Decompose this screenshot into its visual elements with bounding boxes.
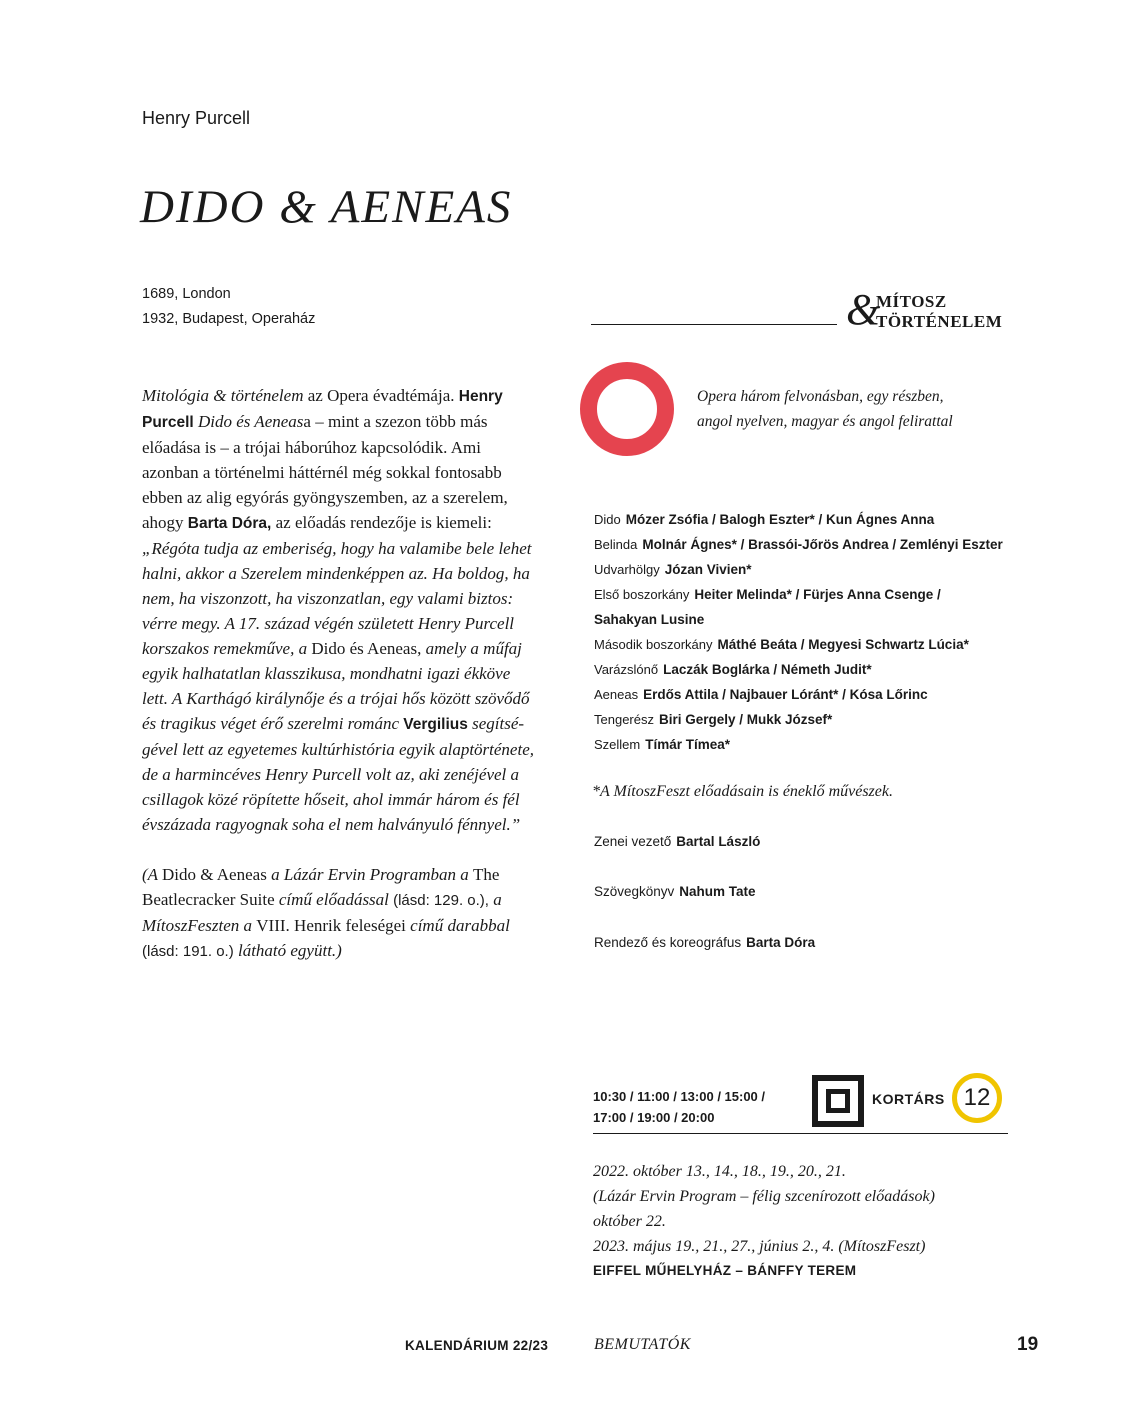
mitoszfeszt-note: *A MítoszFeszt előadásain is éneklő művészek. bbox=[592, 783, 893, 800]
red-ring-icon bbox=[580, 362, 674, 456]
premiere-budapest: 1932, Budapest, Operaház bbox=[142, 311, 316, 327]
show-times-line-1: 10:30 / 11:00 / 13:00 / 15:00 / bbox=[593, 1089, 766, 1104]
cast-role: Udvarhölgy bbox=[594, 562, 660, 577]
cast-row-szellem bbox=[594, 732, 1034, 757]
body-text: azonban a történelmi háttérnél még sokkal fontosabb bbox=[142, 463, 502, 482]
cast-names: Máthé Beáta / Megyesi Schwartz Lúcia* bbox=[717, 637, 969, 652]
quote-text: korszakos remekműve, a bbox=[142, 639, 312, 658]
cast-row-continuation bbox=[594, 607, 1034, 632]
body-text: ahogy bbox=[142, 513, 188, 532]
cast-names: Molnár Ágnes* / Brassói-Jőrös Andrea / Zemlényi Eszter bbox=[642, 537, 1003, 552]
schedule-rule bbox=[593, 1133, 1008, 1134]
quote-text: amely a műfaj bbox=[421, 639, 522, 658]
cast-role: Első boszorkány bbox=[594, 587, 690, 602]
note-text: című darabbal bbox=[405, 916, 510, 935]
cast-names: Mózer Zsófia / Balogh Eszter* / Kun Ágnes Anna bbox=[625, 512, 935, 527]
quote-text: Vergilius bbox=[403, 716, 468, 733]
body-text: Dido és Aeneas bbox=[193, 412, 304, 431]
credit-name: Nahum Tate bbox=[679, 884, 756, 899]
credit-name: Barta Dóra bbox=[746, 935, 816, 950]
body-text: a – mint a szezon több más bbox=[303, 412, 488, 431]
quote-text: lett. A Karthágó királynője és a trójai hős között szövődő bbox=[142, 689, 530, 708]
cast-names: Sahakyan Lusine bbox=[594, 612, 705, 627]
quote-text: és tragikus véget érő szerelmi románc bbox=[142, 714, 404, 733]
body-text: Henry bbox=[458, 388, 503, 405]
logo-word-tortenelem: TÖRTÉNELEM bbox=[876, 312, 1003, 331]
show-times bbox=[593, 1086, 765, 1128]
page-number: 19 bbox=[1017, 1334, 1039, 1355]
quote-text: gével lett az egyetemes kultúrhistória egyik alaptörténete, bbox=[142, 740, 534, 759]
venue: EIFFEL MŰHELYHÁZ – BÁNFFY TEREM bbox=[593, 1263, 857, 1278]
note-text: című előadással bbox=[274, 890, 389, 909]
credit-libretto bbox=[594, 884, 756, 899]
date-line: 2023. május 19., 21., 27., június 2., 4. (MítoszFeszt) bbox=[593, 1238, 926, 1255]
cast-names: Heiter Melinda* / Fürjes Anna Csenge / bbox=[694, 587, 941, 602]
note-text: a bbox=[239, 916, 257, 935]
quote-text: „Régóta tudja az emberiség, hogy ha valamibe bele lehet bbox=[142, 539, 532, 558]
note-text: VIII. Henrik feleségei bbox=[256, 916, 406, 935]
date-line: 2022. október 13., 14., 18., 19., 20., 21. bbox=[593, 1163, 846, 1180]
cast-role: Varázslónő bbox=[594, 662, 659, 677]
cast-names: Józan Vivien* bbox=[664, 562, 752, 577]
info-line-1: Opera három felvonásban, egy részben, bbox=[697, 388, 944, 405]
cast-row-dido bbox=[594, 507, 1034, 532]
quote-text: csillagok közé röpítette hőseit, ahol immár három és fél bbox=[142, 790, 520, 809]
page-title: DIDO & AENEAS bbox=[140, 181, 513, 233]
cast-row-elso-boszorkany bbox=[594, 582, 1034, 607]
cast-names: Erdős Attila / Najbauer Lóránt* / Kósa Lőrinc bbox=[643, 687, 928, 702]
note-text: Lázár Ervin Programban bbox=[283, 865, 457, 884]
body-text: előadása is – a trójai háborúhoz kapcsolódik. Ami bbox=[142, 438, 481, 457]
date-line: október 22. bbox=[593, 1213, 666, 1230]
credit-conductor bbox=[594, 834, 760, 849]
cast-row-aeneas bbox=[594, 682, 1034, 707]
cast-list bbox=[594, 507, 1034, 757]
credit-role: Szövegkönyv bbox=[594, 884, 675, 899]
cast-role: Aeneas bbox=[594, 687, 639, 702]
note-text: (A bbox=[142, 865, 162, 884]
note-text: (lásd: 129. o.), bbox=[388, 892, 489, 909]
logo-ampersand: & bbox=[846, 285, 881, 334]
quote-text: segítsé- bbox=[467, 714, 525, 733]
note-text: MítoszFeszten bbox=[142, 916, 240, 935]
quote-text: évszázada ragyognak soha el nem halványuló fénnyel.” bbox=[142, 815, 521, 834]
performance-dates bbox=[593, 1159, 935, 1259]
quote-text: Dido és Aeneas, bbox=[311, 639, 422, 658]
cast-row-udvarholgy bbox=[594, 557, 1034, 582]
body-text: Barta Dóra, bbox=[187, 515, 272, 532]
note-text: (lásd: 191. o.) bbox=[142, 943, 234, 960]
note-text: Beatlecracker Suite bbox=[142, 890, 275, 909]
note-text: The bbox=[473, 865, 500, 884]
footer-section: BEMUTATÓK bbox=[594, 1336, 691, 1353]
info-line-2: angol nyelven, magyar és angol felirattal bbox=[697, 413, 953, 430]
article-body bbox=[142, 383, 562, 964]
cast-names: Laczák Boglárka / Németh Judit* bbox=[663, 662, 872, 677]
note-text: a bbox=[456, 865, 474, 884]
premiere-london: 1689, London bbox=[142, 286, 231, 302]
category-label: KORTÁRS bbox=[872, 1091, 945, 1107]
quote-text: vérre megy. A 17. század végén született Henry Purcell bbox=[142, 614, 515, 633]
credit-role: Zenei vezető bbox=[594, 834, 672, 849]
composer-name: Henry Purcell bbox=[142, 108, 251, 128]
footer-publication: KALENDÁRIUM 22/23 bbox=[405, 1338, 549, 1353]
cast-row-masodik-boszorkany bbox=[594, 632, 1034, 657]
quote-text: egyik halhatatlan klasszikusa, mondhatni igazi ékköve bbox=[142, 664, 511, 683]
quote-text: nem, ha viszonzott, ha viszonzatlan, egy valami biztos: bbox=[142, 589, 514, 608]
age-rating-badge: 12 bbox=[952, 1073, 1002, 1123]
cast-role: Tengerész bbox=[594, 712, 654, 727]
cast-role: Szellem bbox=[594, 737, 641, 752]
note-text: Dido & Aeneas bbox=[162, 865, 267, 884]
cast-role: Második boszorkány bbox=[594, 637, 713, 652]
show-times-line-2: 17:00 / 19:00 / 20:00 bbox=[593, 1110, 715, 1125]
body-text: az Opera évadtémája. bbox=[303, 386, 459, 405]
body-text: Mitológia & történelem bbox=[142, 386, 304, 405]
note-text: a bbox=[266, 865, 284, 884]
performance-info bbox=[697, 384, 953, 434]
credit-name: Bartal László bbox=[676, 834, 761, 849]
cast-names: Biri Gergely / Mukk József* bbox=[658, 712, 833, 727]
body-text: Purcell bbox=[142, 414, 194, 431]
date-line: (Lázár Ervin Program – félig szcenírozott előadások) bbox=[593, 1188, 935, 1205]
cast-role: Belinda bbox=[594, 537, 638, 552]
mitosz-tortenelem-logo bbox=[846, 285, 1046, 338]
quote-text: halni, akkor a Szerelem mindenképpen az. Ha boldog, ha bbox=[142, 564, 530, 583]
cast-role: Dido bbox=[594, 512, 621, 527]
cast-row-varazslono bbox=[594, 657, 1034, 682]
credit-director bbox=[594, 935, 815, 950]
logo-rule bbox=[591, 324, 837, 325]
cast-row-tengeresz bbox=[594, 707, 1034, 732]
quote-text: de a harmincéves Henry Purcell volt az, aki zenéjével a bbox=[142, 765, 520, 784]
credit-role: Rendező és koreográfus bbox=[594, 935, 742, 950]
note-text: a bbox=[488, 890, 502, 909]
kortars-square-icon bbox=[812, 1075, 864, 1127]
logo-word-mitosz: MÍTOSZ bbox=[876, 292, 947, 311]
body-text: ebben az alig egyórás gyöngyszemben, az a szerelem, bbox=[142, 488, 508, 507]
cast-names: Tímár Tímea* bbox=[645, 737, 731, 752]
body-text: az előadás rendezője is kiemeli: bbox=[271, 513, 492, 532]
cast-row-belinda bbox=[594, 532, 1034, 557]
note-text: látható együtt.) bbox=[233, 941, 342, 960]
